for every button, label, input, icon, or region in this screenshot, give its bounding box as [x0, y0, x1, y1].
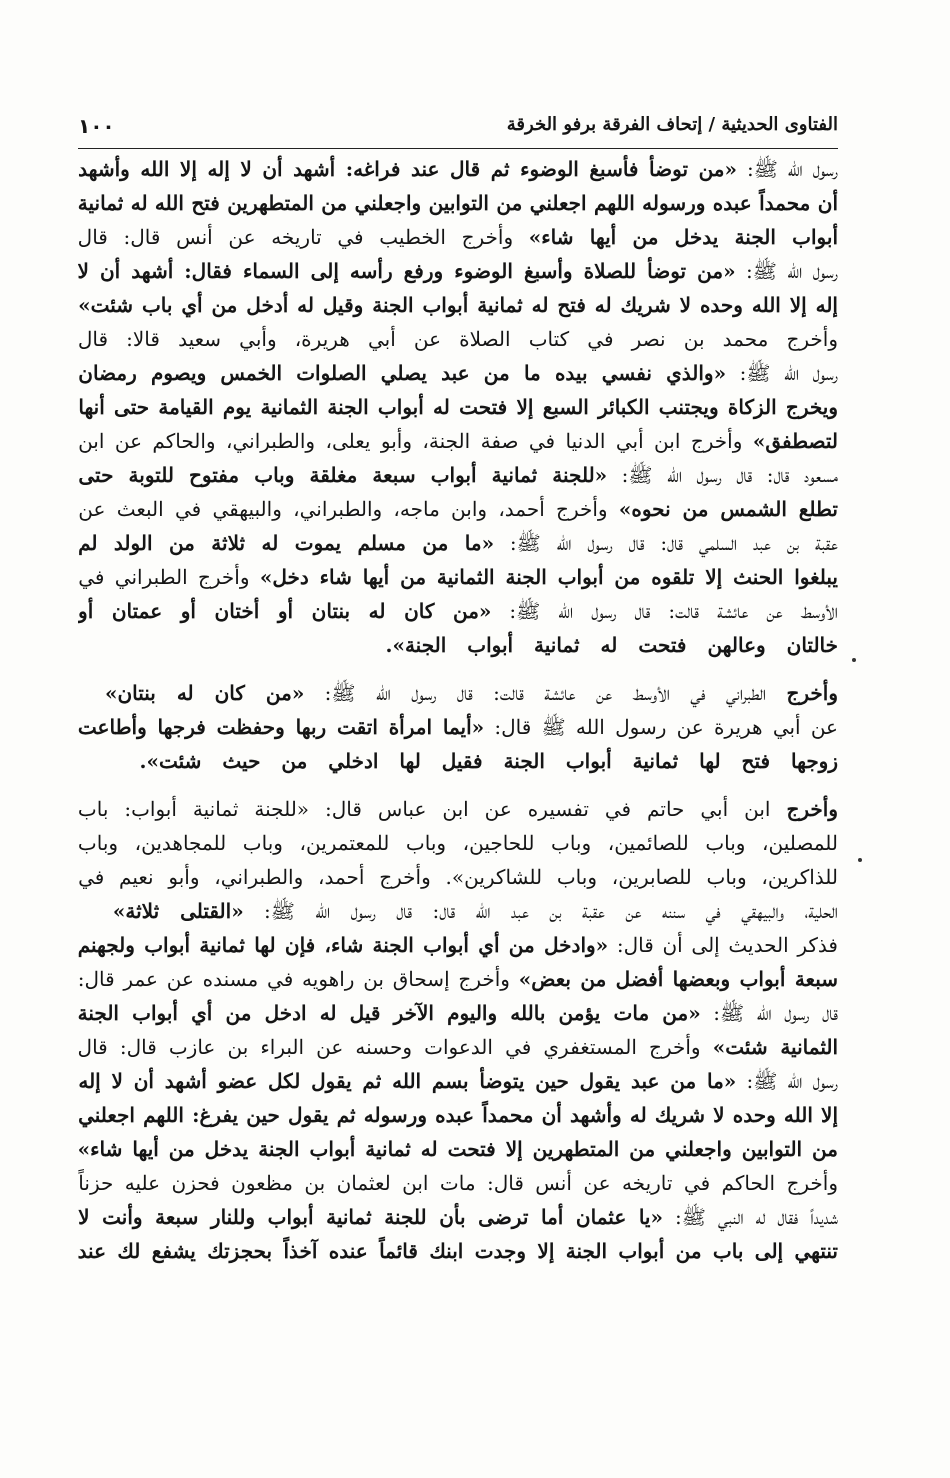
hadith-quote: إله إلا الله وحده لا شريك له فتح له ثمانية أبواب الجنة وقيل له أدخل من أي باب شئت» [78, 293, 838, 317]
hadith-quote: وأخرج [786, 681, 838, 705]
narration-text: رسول الله ﷺ: [735, 259, 838, 283]
hadith-quote: «يا عثمان أما ترضى بأن للجنة ثمانية أبواب وللنار سبعة وأنت لا [78, 1205, 663, 1229]
text-line [78, 676, 838, 710]
narration-text: وأخرج الحاكم في تاريخه عن أنس قال: مات ابن لعثمان بن مظعون فحزن عليه حزناً [78, 1171, 838, 1195]
text-line [78, 526, 838, 560]
hadith-quote: الثمانية شئت» [712, 1035, 838, 1059]
text-line [78, 1098, 838, 1132]
hadith-quote: «من كان له بنتان أو أختان أو عمتان أو [78, 599, 492, 623]
text-line [78, 254, 838, 288]
narration-text: الأوسط عن عائشة قالت: قال رسول الله ﷺ: [491, 599, 838, 623]
text-line [78, 962, 838, 996]
text-line [78, 710, 838, 744]
hadith-quote: وأخرج [786, 797, 838, 821]
hadith-quote: «أيما امرأة اتقت ربها وحفظت فرجها وأطاعت [78, 715, 485, 739]
hadith-quote: «ما من عبد يقول حين يتوضأ بسم الله ثم يقول لكل عضو أشهد أن لا إله [78, 1069, 737, 1093]
narration-text: رسول الله ﷺ: [737, 157, 838, 181]
hadith-quote: زوجها فتح لها ثمانية أبواب الجنة فقيل لها ادخلي من حيث شئت». [139, 749, 838, 773]
hadith-quote: «من كان له بنتان» [104, 681, 305, 705]
text-line [78, 560, 838, 594]
narration-text: الطبراني في الأوسط عن عائشة قالت: قال رسول الله ﷺ: [304, 681, 787, 705]
hadith-quote: أبواب الجنة يدخل من أيها شاء» [528, 225, 838, 249]
text-line [78, 186, 838, 220]
narration-text: وأخرج إسحاق بن راهويه في مسنده عن عمر قال: [78, 967, 519, 991]
narration-text: مسعود قال: قال رسول الله ﷺ: [607, 463, 838, 487]
hadith-quote: «من توضأ للصلاة وأسبغ الوضوء ورفع رأسه إلى السماء فقال: أشهد أن لا [78, 259, 736, 283]
hadith-quote: خالتان وعالهن فتحت له ثمانية أبواب الجنة». [385, 633, 838, 657]
narration-text: للذاكرين، وباب للصابرين، وباب للشاكرين». وأخرج أحمد، والطبراني، وأبو نعيم في [78, 865, 838, 889]
narration-text: وأخرج الطبراني في [78, 565, 260, 589]
text-line [78, 744, 838, 778]
page-number: ١٠٠ [78, 114, 115, 138]
text-line [78, 894, 838, 928]
hadith-quote: إلا الله وحده لا شريك له وأشهد أن محمداً عبده ورسوله ثم يقول حين يفرغ: اللهم اجعلني [78, 1103, 838, 1127]
hadith-quote: «والذي نفسي بيده ما من عبد يصلي الصلوات الخمس ويصوم رمضان [78, 361, 727, 385]
narration-text: فذكر الحديث إلى أن قال: [608, 933, 838, 957]
text-line [78, 928, 838, 962]
text-line [78, 1030, 838, 1064]
narration-text: وأخرج المستغفري في الدعوات وحسنه عن البراء بن عازب قال: قال [78, 1035, 713, 1059]
narration-text: وأخرج محمد بن نصر في كتاب الصلاة عن أبي هريرة، وأبي سعيد قالا: قال [78, 327, 838, 351]
hadith-quote: «ما من مسلم يموت له ثلاثة من الولد لم [78, 531, 495, 555]
page-header [78, 112, 838, 149]
text-line [78, 356, 838, 390]
hadith-quote: لتصطفق» [752, 429, 838, 453]
narration-text: قال رسول الله ﷺ: [700, 1001, 838, 1025]
paragraph [78, 792, 838, 1268]
text-line [78, 1234, 838, 1268]
margin-dot-mark [858, 858, 862, 862]
text-line [78, 424, 838, 458]
hadith-quote: «من توضأ فأسبغ الوضوء ثم قال عند فراغه: أشهد أن لا إله إلا الله وأشهد [78, 157, 738, 181]
text-line [78, 1132, 838, 1166]
narration-text: شديداً فقال له النبي ﷺ: [663, 1205, 838, 1229]
narration-text: ابن أبي حاتم في تفسيره عن ابن عباس قال: «للجنة ثمانية أبواب: باب [78, 797, 787, 821]
body-text [78, 152, 838, 1268]
hadith-quote: تنتهي إلى باب من أبواب الجنة إلا وجدت ابنك قائماً عنده آخذاً بحجزتك يشفع لك عند [78, 1239, 838, 1263]
running-title: الفتاوى الحديثية / إتحاف الفرقة برفو الخرقة [506, 114, 838, 135]
hadith-quote: من التوابين واجعلني من المتطهرين إلا فتحت له ثمانية أبواب الجنة يدخل من أيها شاء» [78, 1137, 838, 1161]
text-line [78, 1064, 838, 1098]
narration-text: وأخرج أحمد، وابن ماجه، والطبراني، والبيهقي في البعث عن [78, 497, 619, 521]
text-line [78, 996, 838, 1030]
text-line [78, 1200, 838, 1234]
paragraph [78, 676, 838, 778]
narration-text: رسول الله ﷺ: [726, 361, 838, 385]
narration-text: عن أبي هريرة عن رسول الله ﷺ قال: [484, 715, 838, 739]
text-line [78, 288, 838, 322]
narration-text: وأخرج الخطيب في تاريخه عن أنس قال: قال [78, 225, 529, 249]
text-line [78, 860, 838, 894]
hadith-quote: سبعة أبواب وبعضها أفضل من بعض» [518, 967, 838, 991]
text-line [78, 594, 838, 628]
hadith-quote: يبلغوا الحنث إلا تلقوه من أبواب الجنة الثمانية من أيها شاء دخل» [259, 565, 838, 589]
text-line [78, 220, 838, 254]
text-line [78, 322, 838, 356]
hadith-quote: «للجنة ثمانية أبواب سبعة مغلقة وباب مفتوح للتوبة حتى [78, 463, 608, 487]
hadith-quote: «من مات يؤمن بالله واليوم الآخر قيل له ادخل من أي أبواب الجنة [78, 1001, 701, 1025]
narration-text: رسول الله ﷺ: [736, 1069, 838, 1093]
text-line [78, 152, 838, 186]
narration-text: للمصلين، وباب للصائمين، وباب للحاجين، وباب للمعتمرين، وباب للمجاهدين، وباب [78, 831, 838, 855]
hadith-quote: «وادخل من أي أبواب الجنة شاء، فإن لها ثمانية أبواب ولجهنم [78, 933, 609, 957]
text-line [78, 458, 838, 492]
margin-dot-mark [852, 658, 856, 662]
hadith-quote: «القتلى ثلاثة» [112, 899, 244, 923]
hadith-quote: ويخرج الزكاة ويجتنب الكبائر السبع إلا فتحت له أبواب الجنة الثمانية يوم القيامة حتى أنها [78, 395, 838, 419]
text-line [78, 628, 838, 662]
hadith-quote: أن محمداً عبده ورسوله اللهم اجعلني من التوابين واجعلني من المتطهرين فتح الله له ثمانية [78, 191, 838, 215]
text-line [78, 826, 838, 860]
text-line [78, 1166, 838, 1200]
narration-text: الحلية، والبيهقي في سننه عن عقبة بن عبد الله قال: قال رسول الله ﷺ: [243, 899, 838, 923]
paragraph [78, 152, 838, 662]
narration-text: عقبة بن عبد السلمي قال: قال رسول الله ﷺ: [494, 531, 838, 555]
text-line [78, 492, 838, 526]
narration-text: وأخرج ابن أبي الدنيا في صفة الجنة، وأبو يعلى، والطبراني، والحاكم عن ابن [78, 429, 753, 453]
hadith-quote: تطلع الشمس من نحوه» [618, 497, 838, 521]
text-line [78, 390, 838, 424]
text-line [78, 792, 838, 826]
